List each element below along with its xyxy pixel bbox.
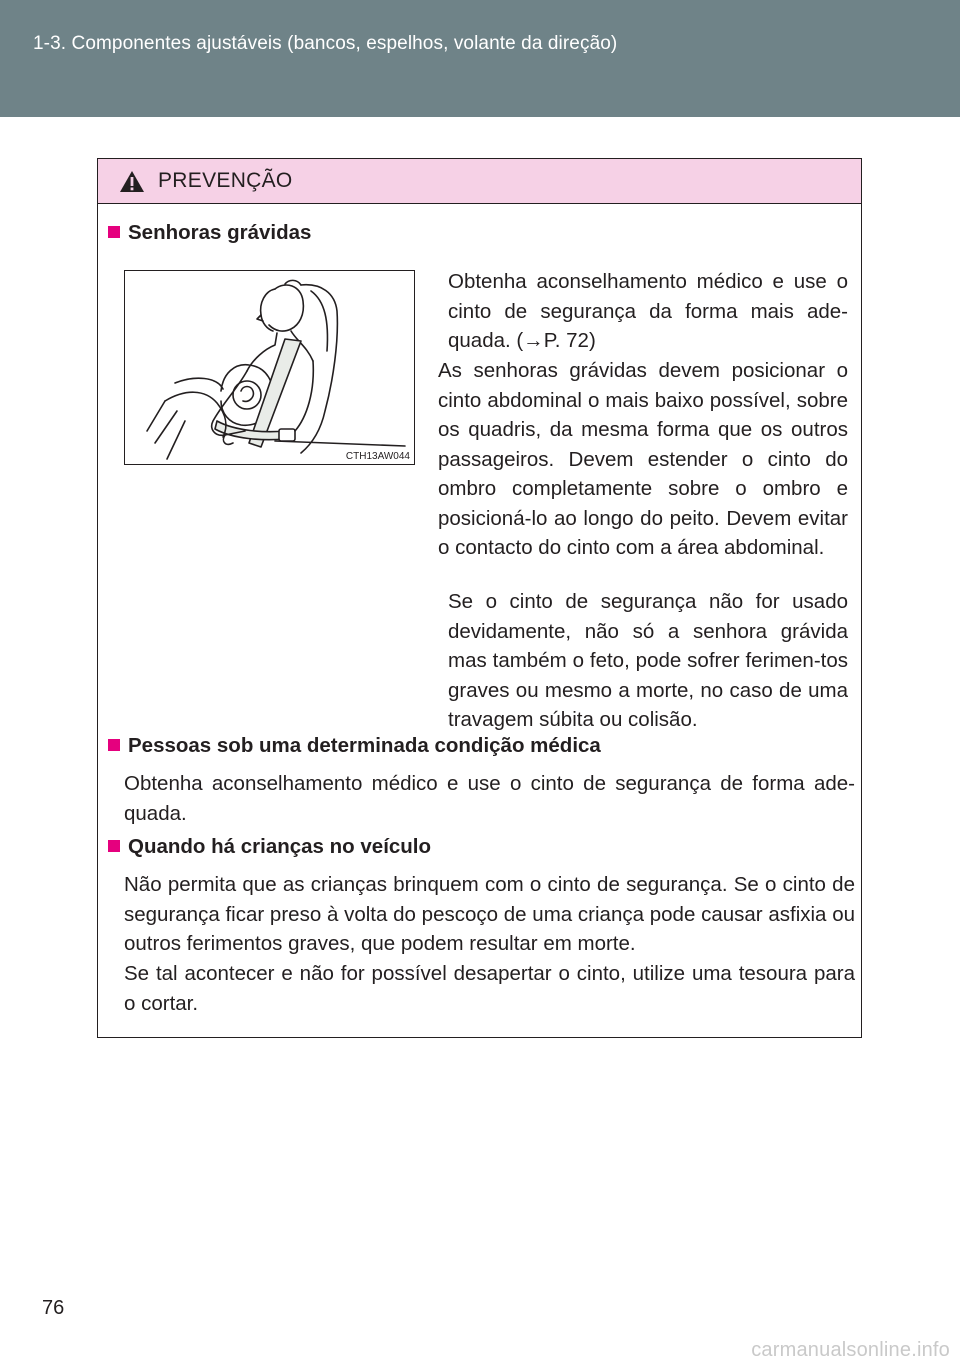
caution-box (97, 158, 862, 1038)
pregnant-woman-seatbelt-illustration (124, 270, 415, 465)
section-heading-medical-condition: Pessoas sob uma determinada condição médica (108, 732, 601, 760)
paragraph: Obtenha aconselhamento médico e use o cinto de segurança de forma ade-quada. (124, 772, 855, 825)
watermark: carmanualsonline.info (751, 1339, 950, 1361)
bullet-square-icon (108, 226, 120, 238)
section-heading-pregnant: Senhoras grávidas (108, 219, 311, 247)
caution-title: PREVENÇÃO (158, 169, 293, 192)
warning-triangle-icon (119, 170, 145, 193)
section-heading-children: Quando há crianças no veículo (108, 833, 431, 861)
page-header (0, 0, 960, 117)
paragraph: Obtenha aconselhamento médico e use o cinto de segurança da forma mais ade-quada. (→P. 72) (448, 270, 848, 352)
paragraph: Não permita que as crianças brinquem com o cinto de segurança. Se o cinto de segurança ficar preso à volta do pescoço de uma criança pode causar asfixia ou outros ferimentos graves, que podem resultar em morte. (124, 873, 855, 955)
section-title: 1-3. Componentes ajustáveis (bancos, espelhos, volante da direção) (33, 33, 618, 54)
bullet-square-icon (108, 840, 120, 852)
bullet-square-icon (108, 739, 120, 751)
paragraph: As senhoras grávidas devem posicionar o cinto abdominal o mais baixo possível, sobre os quadris, da mesma forma que os outros passageiros. Devem estender o cinto do ombro completamente sobre o ombro e posicioná-lo ao longo do peito. Devem evitar o contacto do cinto com a área abdominal. (438, 359, 848, 559)
paragraph: Se o cinto de segurança não for usado devidamente, não só a senhora grávida mas também o feto, pode sofrer ferimen-tos graves ou mesmo a morte, no caso de uma travagem súbita ou colisão. (448, 590, 848, 731)
page-number: 76 (42, 1297, 65, 1319)
illustration-drawing (125, 271, 415, 465)
illustration-code: CTH13AW044 (345, 451, 410, 462)
paragraph: Se tal acontecer e não for possível desapertar o cinto, utilize uma tesoura para o cortar. (124, 962, 855, 1015)
caution-header (98, 159, 861, 204)
